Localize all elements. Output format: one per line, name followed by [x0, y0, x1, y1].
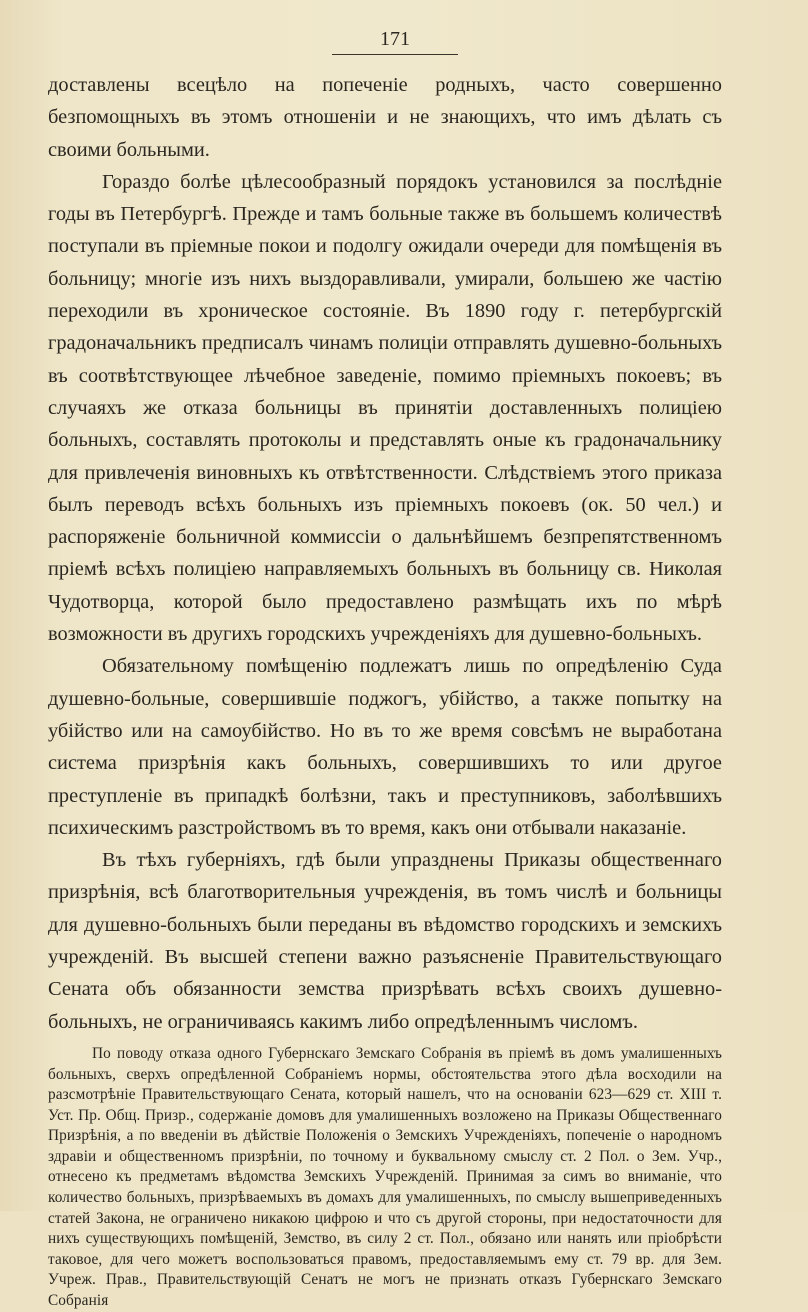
body-text [48, 69, 722, 1038]
header-rule [332, 54, 458, 55]
paragraph-4: Въ тѣхъ губерніяхъ, гдѣ были упразднены Приказы общественнаго призрѣнія, всѣ благотворительныя учрежденія, въ томъ числѣ и больницы для душевно-больныхъ были переданы въ вѣдомство городскихъ и земскихъ учрежденій. Въ высшей степени важно разъясненіе Правительствующаго Сената объ обязанности земства призрѣвать всѣхъ своихъ душевно-больныхъ, не ограничиваясь какимъ либо опредѣленнымъ числомъ. [48, 849, 722, 1033]
paragraph-2: Гораздо болѣе цѣлесообразный порядокъ установился за послѣдніе годы въ Петербургѣ. Прежде и тамъ больные также въ большемъ количествѣ поступали въ пріемные покои и подолгу ожидали очереди для помѣщенія въ больницу; многіе изъ нихъ выздоравливали, умирали, большею же частію переходили въ хроническое состояніе. Въ 1890 году г. петербургскій градоначальникъ предписалъ чинамъ полиціи отправлять душевно-больныхъ въ соотвѣтствующее лѣчебное заведеніе, помимо пріемныхъ покоевъ; въ случаяхъ же отказа больницы въ принятіи доставленныхъ полиціею больныхъ, составлять протоколы и представлять оные къ градоначальнику для привлеченія виновныхъ къ отвѣтственности. Слѣдствіемъ этого приказа былъ переводъ всѣхъ больныхъ изъ пріемныхъ покоевъ (ок. 50 чел.) и распоряженіе больничной коммиссіи о дальнѣйшемъ безпрепятственномъ пріемѣ всѣхъ полиціею направляемыхъ больныхъ въ больницу св. Николая Чудотворца, которой было предоставлено размѣщать ихъ по мѣрѣ возможности въ другихъ городскихъ учрежденіяхъ для душевно-больныхъ. [48, 170, 722, 646]
footnote-text: По поводу отказа одного Губернскаго Земскаго Собранія въ пріемѣ въ домъ умалишенныхъ больныхъ, сверхъ опредѣленной Собраніемъ нормы, обстоятельства этого дѣла восходили на разсмотрѣніе Правительствующаго Сената, который нашелъ, что на основаніи 623—629 ст. XIII т. Уст. Пр. Общ. Призр., содержаніе домовъ для умалишенныхъ возложено на Приказы Общественнаго Призрѣнія, а по введеніи въ дѣйствіе Положенія о Земскихъ Учрежденіяхъ, попеченіе о народномъ здравіи и общественномъ призрѣніи, по точному и буквальному смыслу ст. 2 Пол. о Зем. Учр., отнесено къ предметамъ вѣдомства Земскихъ Учрежденій. Принимая за симъ во вниманіе, что количество больныхъ, призрѣваемыхъ въ домахъ для умалишенныхъ, по смыслу вышеприведенныхъ статей Закона, не ограничено никакою цифрою и что съ другой стороны, при недостаточности для нихъ существующихъ помѣщеній, Земство, въ силу 2 ст. Пол., обязано или нанять или пріобрѣсти таковое, для чего можетъ воспользоваться правомъ, предоставляемымъ ему ст. 79 вр. для Зем. Учреж. Прав., Правительствующій Сенатъ не могъ не признать отказъ Губернскаго Земскаго Собранія [48, 1044, 722, 1310]
paragraph-3: Обязательному помѣщенію подлежатъ лишь по опредѣленію Суда душевно-больные, совершившіе поджогъ, убійство, а также попытку на убійство или на самоубійство. Но въ то же время совсѣмъ не выработана система призрѣнія какъ больныхъ, совершившихъ то или другое преступленіе въ припадкѣ болѣзни, такъ и преступниковъ, заболѣвшихъ психическимъ разстройствомъ въ то время, какъ они отбывали наказаніе. [48, 655, 722, 839]
footnote [48, 1044, 722, 1312]
page-number: 171 [380, 28, 410, 50]
paragraph-1: доставлены всецѣло на попеченіе родныхъ, часто совершенно безпомощныхъ въ этомъ отношеніи и не знающихъ, что имъ дѣлать съ своими больными. [48, 74, 722, 161]
